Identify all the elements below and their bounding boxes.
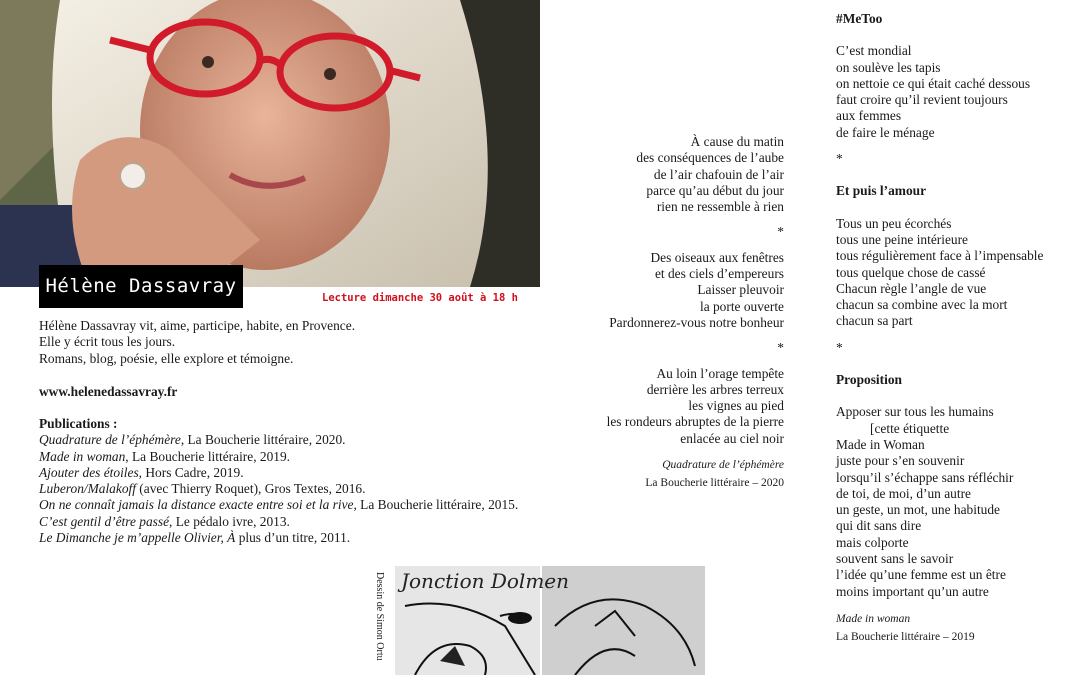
publication-details: plus d’un titre, 2011. [235, 530, 351, 546]
poem-line: lorsqu’il s’échappe sans réfléchir [836, 469, 1014, 485]
poem-line: À cause du matin [690, 134, 784, 149]
poem-line: la porte ouverte [699, 298, 784, 314]
bio-line: Hélène Dassavray vit, aime, participe, habite, en Provence. [39, 318, 356, 333]
source-title: Made in woman [836, 612, 911, 625]
poem-line: chacun sa combine avec la mort [836, 297, 1008, 313]
poem-line: Made in Woman [836, 436, 925, 452]
poem-line: Laisser pleuvoir [697, 282, 784, 298]
poem-line: souvent sans le savoir [836, 551, 954, 567]
poem-line: l’idée qu’une femme est un être [836, 567, 1006, 583]
stanza-separator: * [777, 340, 784, 356]
poem-line-indented: [cette étiquette [870, 420, 950, 436]
publication-title: Luberon/Malakoff [39, 481, 136, 497]
publication-title: Le Dimanche je m’appelle Olivier, À [39, 530, 236, 546]
source-publisher: La Boucherie littéraire – 2019 [836, 630, 975, 643]
publication-details: , Le pédalo ivre, 2013. [169, 513, 290, 529]
poem-line: des conséquences de l’aube [636, 150, 784, 166]
poem-source [484, 456, 784, 492]
poem-title: Proposition [836, 372, 902, 388]
author-bio [39, 318, 519, 367]
poem-line: aux femmes [836, 108, 902, 124]
source-title: Quadrature de l’éphémère [662, 459, 784, 472]
publications-heading: Publications : [39, 416, 118, 431]
publication-item [39, 514, 559, 530]
poem-line: rien ne ressemble à rien [656, 199, 784, 215]
poem-line: derrière les arbres terreux [646, 381, 784, 397]
poem-line: Des oiseaux aux fenêtres [650, 249, 784, 265]
publication-item [39, 465, 559, 481]
poem-line: tous une peine intérieure [836, 231, 968, 247]
publication-item [39, 449, 559, 465]
poem-line: on nettoie ce qui était caché dessous [836, 75, 1031, 91]
poem-line: qui dit sans dire [836, 518, 922, 534]
stanza-separator: * [777, 224, 784, 240]
publications-list [39, 416, 559, 546]
author-website-link[interactable]: www.helenedassavray.fr [39, 384, 178, 399]
poem-line: de l’air chafouin de l’air [653, 166, 784, 182]
poem-line: C’est mondial [836, 43, 912, 59]
poem-line: parce qu’au début du jour [646, 182, 784, 198]
publication-details: , Hors Cadre, 2019. [138, 464, 244, 480]
ink-drawing [395, 566, 705, 675]
publication-title: Quadrature de l’éphémère [39, 432, 181, 448]
publication-item [39, 481, 559, 497]
poem-line: on soulève les tapis [836, 59, 941, 75]
poem-stanza [836, 43, 1076, 141]
poem-stanza [836, 404, 1076, 600]
drawing-illustration [395, 566, 705, 675]
poem-title: #MeToo [836, 11, 883, 26]
reading-date-label: Lecture dimanche 30 août à 18 h [322, 292, 518, 304]
poem-stanza [484, 366, 784, 447]
poem-stanza [484, 134, 784, 215]
drawing-credit: Dessin de Simon Ortu [374, 572, 385, 661]
poem-line: faut croire qu’il revient toujours [836, 92, 1008, 108]
poem-line: et des ciels d’empereurs [654, 266, 784, 282]
publication-details: (avec Thierry Roquet), Gros Textes, 2016. [135, 481, 366, 497]
poems-right-column [836, 11, 1076, 646]
publication-details: , La Boucherie littéraire, 2015. [353, 497, 519, 513]
author-portrait-photo [0, 0, 540, 287]
publication-title: Ajouter des étoiles [39, 464, 139, 480]
poem-line: Pardonnerez-vous notre bonheur [609, 314, 784, 330]
source-publisher: La Boucherie littéraire – 2020 [645, 477, 784, 490]
poem-line: chacun sa part [836, 313, 913, 329]
poem-stanza [836, 216, 1076, 330]
poem-quadrature [484, 134, 784, 492]
poem-line: Chacun règle l’angle de vue [836, 280, 987, 296]
publication-item [39, 530, 559, 546]
publication-item [39, 432, 559, 448]
poem-line: les vignes au pied [688, 398, 784, 414]
poem-line: les rondeurs abruptes de la pierre [606, 414, 784, 430]
poem-line: mais colporte [836, 534, 909, 550]
poem-line: tous régulièrement face à l’impensable [836, 248, 1044, 264]
poem-stanza [484, 250, 784, 331]
poem-line: Apposer sur tous les humains [836, 404, 994, 420]
publication-title: Made in woman [39, 448, 126, 464]
stanza-separator: * [836, 339, 843, 355]
bio-line: Romans, blog, poésie, elle explore et témoigne. [39, 350, 294, 366]
publication-details: , La Boucherie littéraire, 2019. [125, 448, 291, 464]
poem-line: juste pour s’en souvenir [836, 453, 965, 469]
poem-line: moins important qu’un autre [836, 583, 989, 599]
poem-source [836, 610, 1076, 646]
poem-line: enlacée au ciel noir [680, 430, 784, 446]
stanza-separator: * [836, 151, 843, 167]
publication-details: , La Boucherie littéraire, 2020. [180, 432, 346, 448]
portrait-illustration [0, 0, 540, 287]
poem-line: un geste, un mot, une habitude [836, 502, 1001, 518]
drawing-scrawl-text: Jonction Dolmen [401, 569, 570, 593]
publication-item [39, 497, 559, 513]
poem-line: Tous un peu écorchés [836, 215, 952, 231]
poem-title: Et puis l’amour [836, 183, 927, 199]
bio-line: Elle y écrit tous les jours. [39, 334, 176, 350]
poem-line: tous quelque chose de cassé [836, 264, 986, 280]
author-name-plate: Hélène Dassavray [39, 265, 243, 308]
publication-title: C’est gentil d’être passé [39, 513, 170, 529]
poem-line: de toi, de moi, d’un autre [836, 485, 971, 501]
publication-title: On ne connaît jamais la distance exacte entre soi et la rive [39, 497, 354, 513]
poem-line: Au loin l’orage tempête [656, 365, 784, 381]
poem-line: de faire le ménage [836, 124, 935, 140]
